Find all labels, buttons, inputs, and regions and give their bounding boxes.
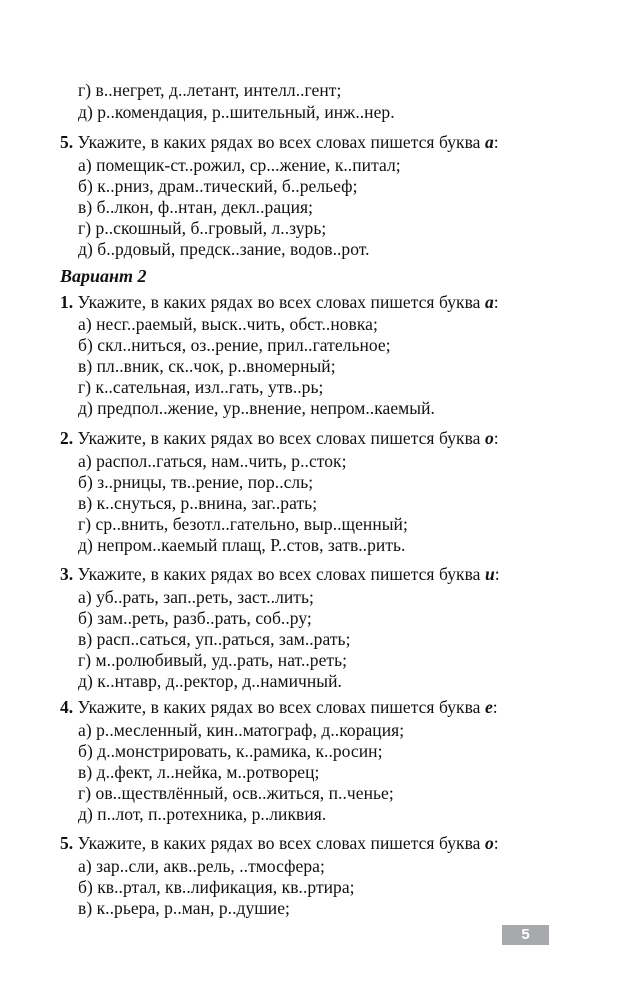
option-line: б) кв..ртал, кв..лификация, кв..ртира; (78, 877, 355, 897)
option-line: г) в..негрет, д..летант, интелл..гент; (78, 80, 342, 100)
question-text: Укажите, в каких рядах во всех словах пишется буква (77, 292, 481, 312)
option-line: г) м..ролюбивый, уд..рать, нат..реть; (78, 650, 348, 670)
question-colon: : (493, 833, 499, 853)
question-3 (60, 564, 500, 585)
question-text: Укажите, в каких рядах во всех словах пишется буква (77, 833, 481, 853)
option-line: а) распол..гаться, нам..чить, р..сток; (78, 451, 347, 471)
option-line: а) р..месленный, кин..матограф, д..корация; (78, 720, 405, 740)
option-line: а) уб..рать, зап..реть, заст..лить; (78, 587, 314, 607)
question-letter: а (484, 292, 494, 312)
question-text: Укажите, в каких рядах во всех словах пишется буква (77, 132, 481, 152)
question-colon: : (493, 132, 499, 152)
option-line: г) ов..ществлённый, осв..житься, п..ченье; (78, 783, 394, 803)
question-number: 4. (60, 697, 74, 717)
option-line: а) зар..сли, акв..рель, ..тмосфера; (78, 856, 325, 876)
option-line: в) б..лкон, ф..нтан, декл..рация; (78, 197, 313, 217)
variant-heading: Вариант 2 (60, 266, 147, 286)
question-2 (60, 428, 499, 449)
option-line: в) расп..саться, уп..раться, зам..рать; (78, 629, 351, 649)
option-line: г) ср..внить, безотл..гательно, выр..щенный; (78, 514, 408, 534)
question-number: 1. (60, 292, 74, 312)
question-1 (60, 292, 499, 313)
question-4 (60, 697, 498, 718)
option-line: д) предпол..жение, ур..внение, непром..каемый. (78, 398, 435, 418)
option-line: б) д..монстрировать, к..рамика, к..росин; (78, 741, 383, 761)
question-5 (60, 132, 499, 153)
question-number: 3. (60, 564, 74, 584)
option-line: а) помещик-ст..рожил, ср...жение, к..питал; (78, 155, 401, 175)
question-number: 2. (60, 428, 74, 448)
question-colon: : (492, 697, 498, 717)
page-number: 5 (502, 925, 549, 945)
question-text: Укажите, в каких рядах во всех словах пишется буква (77, 697, 481, 717)
question-colon: : (494, 564, 500, 584)
option-line: в) к..рьера, р..ман, р..душие; (78, 898, 290, 918)
option-line: д) б..рдовый, предск..зание, водов..рот. (78, 239, 370, 259)
question-number: 5. (60, 833, 74, 853)
question-text: Укажите, в каких рядах во всех словах пишется буква (77, 564, 481, 584)
option-line: б) з..рницы, тв..рение, пор..сль; (78, 472, 314, 492)
option-line: в) пл..вник, ск..чок, р..вномерный; (78, 356, 336, 376)
question-letter: и (484, 564, 495, 584)
option-line: д) р..комендация, р..шительный, инж..нер. (78, 102, 395, 122)
option-line: д) п..лот, п..ротехника, р..ликвия. (78, 804, 327, 824)
question-text: Укажите, в каких рядах во всех словах пишется буква (77, 428, 481, 448)
option-line: в) д..фект, л..нейка, м..ротворец; (78, 762, 320, 782)
option-line: д) непром..каемый плащ, Р..стов, затв..рить. (78, 535, 406, 555)
option-line: б) зам..реть, разб..рать, соб..ру; (78, 608, 312, 628)
question-colon: : (493, 292, 499, 312)
option-line: г) р..скошный, б..гровый, л..зурь; (78, 218, 327, 238)
question-letter: а (484, 132, 494, 152)
option-line: а) несг..раемый, выск..чить, обст..новка; (78, 314, 378, 334)
question-5-v2 (60, 833, 499, 854)
question-colon: : (493, 428, 499, 448)
question-letter: о (484, 428, 494, 448)
question-letter: о (484, 833, 494, 853)
question-number: 5. (60, 132, 74, 152)
option-line: г) к..сательная, изл..гать, утв..рь; (78, 377, 324, 397)
option-line: б) к..рниз, драм..тический, б..рельеф; (78, 176, 358, 196)
question-letter: е (484, 697, 493, 717)
option-line: в) к..снуться, р..внина, заг..рать; (78, 493, 318, 513)
option-line: б) скл..ниться, оз..рение, прил..гательное; (78, 335, 391, 355)
option-line: д) к..нтавр, д..ректор, д..намичный. (78, 671, 342, 691)
